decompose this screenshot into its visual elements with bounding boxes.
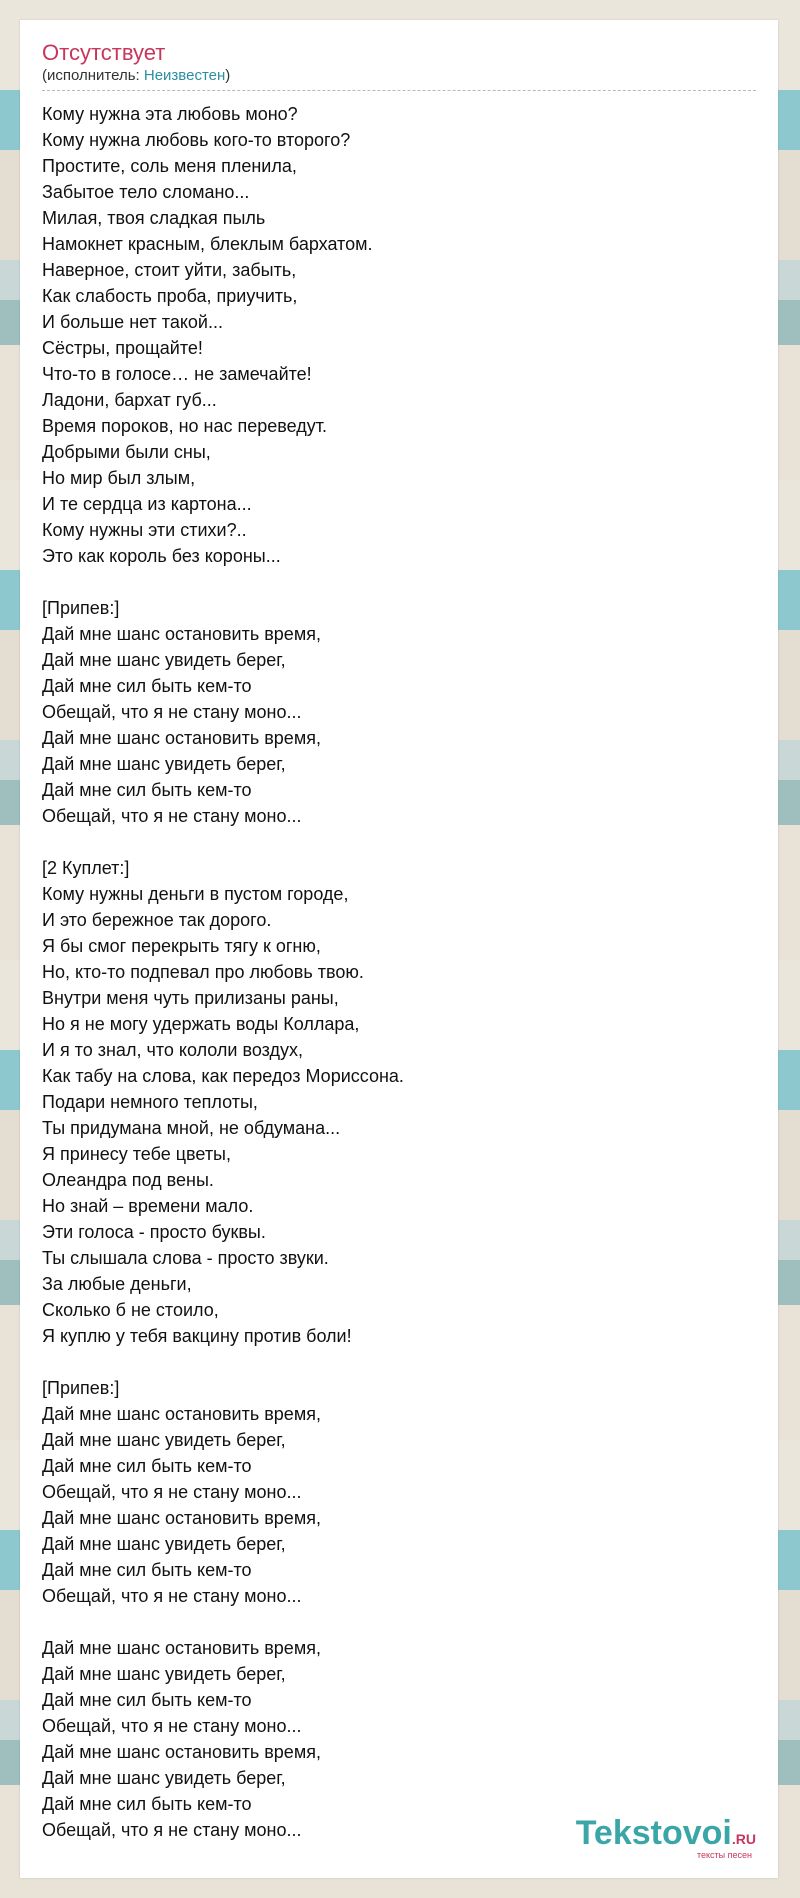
site-logo[interactable] [576, 1816, 756, 1860]
lyric-line: Ты слышала слова - просто звуки. [42, 1248, 329, 1268]
lyric-line: Кому нужны эти стихи?.. [42, 520, 247, 540]
lyric-line: Я бы смог перекрыть тягу к огню, [42, 936, 321, 956]
lyric-line: Сёстры, прощайте! [42, 338, 203, 358]
lyric-line: Кому нужна любовь кого-то второго? [42, 130, 351, 150]
lyric-line: [Припев:] [42, 1378, 120, 1398]
lyric-line: Дай мне сил быть кем-то [42, 1690, 252, 1710]
lyric-line: Внутри меня чуть прилизаны раны, [42, 988, 339, 1008]
lyric-line: Что-то в голосе… не замечайте! [42, 364, 312, 384]
lyric-line: Дай мне шанс увидеть берег, [42, 1430, 286, 1450]
logo-name: Tekstovoi [575, 1814, 732, 1852]
lyric-line: Простите, соль меня пленила, [42, 156, 297, 176]
lyric-line: Дай мне сил быть кем-то [42, 1456, 252, 1476]
lyric-line: Я принесу тебе цветы, [42, 1144, 231, 1164]
lyric-line: Кому нужна эта любовь моно? [42, 104, 298, 124]
lyrics-card [20, 20, 778, 1878]
lyric-line: Дай мне шанс остановить время, [42, 624, 321, 644]
lyric-line: Дай мне шанс увидеть берег, [42, 1664, 286, 1684]
lyric-line: Дай мне сил быть кем-то [42, 676, 252, 696]
lyric-line: Забытое тело сломано... [42, 182, 250, 202]
lyric-line: Обещай, что я не стану моно... [42, 1586, 302, 1606]
lyric-line: Дай мне шанс остановить время, [42, 728, 321, 748]
lyric-line: Добрыми были сны, [42, 442, 211, 462]
lyric-line: Дай мне сил быть кем-то [42, 1794, 252, 1814]
lyric-line: За любые деньги, [42, 1274, 192, 1294]
lyric-line: Дай мне шанс увидеть берег, [42, 1768, 286, 1788]
artist-suffix: ) [225, 67, 231, 84]
blank-line [42, 1349, 756, 1375]
lyric-line: Время пороков, но нас переведут. [42, 416, 327, 436]
lyric-line: Обещай, что я не стану моно... [42, 806, 302, 826]
blank-line [42, 569, 756, 595]
lyric-line: Дай мне шанс остановить время, [42, 1742, 321, 1762]
lyric-line: Олеандра под вены. [42, 1170, 214, 1190]
logo-tld: .RU [731, 1831, 756, 1847]
artist-link[interactable]: Неизвестен [143, 67, 226, 84]
blank-line [42, 1609, 756, 1635]
lyric-line: Ладони, бархат губ... [42, 390, 217, 410]
blank-line [42, 829, 756, 855]
lyric-line: Намокнет красным, блеклым бархатом. [42, 234, 373, 254]
lyric-line: Эти голоса - просто буквы. [42, 1222, 266, 1242]
lyrics-text [42, 101, 756, 1843]
lyric-line: И те сердца из картона... [42, 494, 252, 514]
lyric-line: И это бережное так дорого. [42, 910, 272, 930]
lyric-line: Дай мне шанс увидеть берег, [42, 650, 286, 670]
lyric-line: Обещай, что я не стану моно... [42, 1820, 302, 1840]
lyric-line: Дай мне сил быть кем-то [42, 780, 252, 800]
lyric-line: Но мир был злым, [42, 468, 196, 488]
lyric-line: Дай мне шанс остановить время, [42, 1404, 321, 1424]
lyric-line: Дай мне шанс остановить время, [42, 1638, 321, 1658]
lyric-line: Как табу на слова, как передоз Мориссона. [42, 1066, 404, 1086]
lyric-line: [2 Куплет:] [42, 858, 130, 878]
song-title: Отсутствует [42, 40, 166, 65]
lyric-line: Сколько б не стоило, [42, 1300, 219, 1320]
lyric-line: Но я не могу удержать воды Коллара, [42, 1014, 360, 1034]
lyric-line: Дай мне сил быть кем-то [42, 1560, 252, 1580]
artist-line [42, 66, 756, 91]
lyric-line: И больше нет такой... [42, 312, 223, 332]
lyric-line: Но, кто-то подпевал про любовь твою. [42, 962, 364, 982]
lyric-line: Дай мне шанс остановить время, [42, 1508, 321, 1528]
lyric-line: Я куплю у тебя вакцину против боли! [42, 1326, 352, 1346]
lyric-line: Дай мне шанс увидеть берег, [42, 1534, 286, 1554]
lyric-line: И я то знал, что кололи воздух, [42, 1040, 303, 1060]
lyric-line: Но знай – времени мало. [42, 1196, 254, 1216]
logo-tagline: тексты песен [696, 1850, 752, 1860]
lyric-line: Это как король без короны... [42, 546, 281, 566]
lyric-line: Обещай, что я не стану моно... [42, 702, 302, 722]
lyric-line: Обещай, что я не стану моно... [42, 1716, 302, 1736]
lyric-line: Ты придумана мной, не обдумана... [42, 1118, 341, 1138]
lyric-line: Кому нужны деньги в пустом городе, [42, 884, 349, 904]
lyric-line: Подари немного теплоты, [42, 1092, 258, 1112]
lyric-line: [Припев:] [42, 598, 120, 618]
lyric-line: Как слабость проба, приучить, [42, 286, 298, 306]
artist-prefix: (исполнитель: [42, 67, 144, 84]
lyric-line: Дай мне шанс увидеть берег, [42, 754, 286, 774]
lyric-line: Обещай, что я не стану моно... [42, 1482, 302, 1502]
lyric-line: Наверное, стоит уйти, забыть, [42, 260, 297, 280]
lyric-line: Милая, твоя сладкая пыль [42, 208, 266, 228]
